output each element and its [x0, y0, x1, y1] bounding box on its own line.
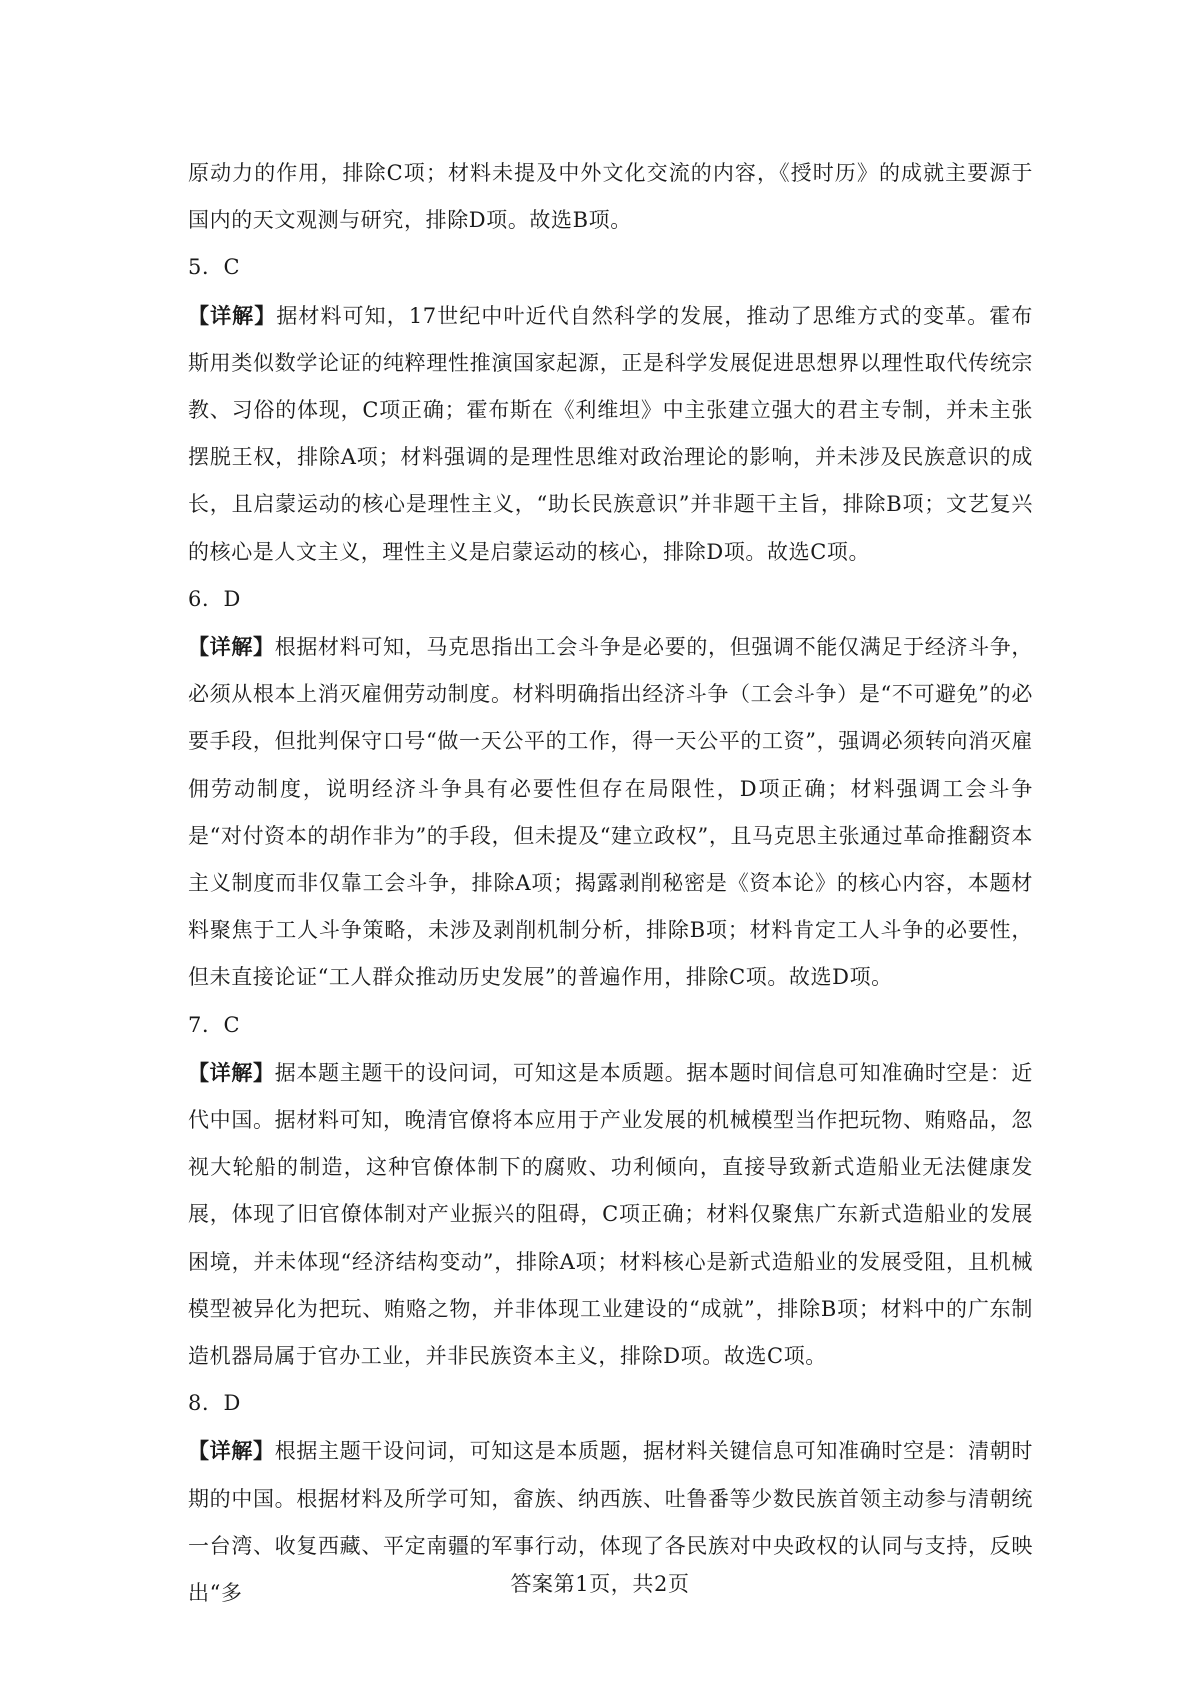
- answer-item-6: [188, 576, 1033, 1002]
- explanation-tag: 【详解】: [188, 1059, 275, 1085]
- answer-number: 6．D: [188, 586, 241, 611]
- page-footer: 答案第1页，共2页: [510, 1572, 690, 1596]
- answer-number: 8．D: [188, 1391, 241, 1416]
- continuation-paragraph: 原动力的作用，排除C项；材料未提及中外文化交流的内容，《授时历》的成就主要源于国内的天文观测与研究，排除D项。故选B项。: [188, 161, 1033, 233]
- explanation-paragraph: [188, 623, 1033, 1002]
- explanation-text: 据材料可知，17世纪中叶近代自然科学的发展，推动了思维方式的变革。霍布斯用类似数学论证的纯粹理性推演国家起源，正是科学发展促进思想界以理性取代传统宗教、习俗的体现，C项正确；霍布斯在《利维坦》中主张建立强大的君主专制，并未主张摆脱王权，排除A项；材料强调的是理性思维对政治理论的影响，并未涉及民族意识的成长，且启蒙运动的核心是理性主义，“助长民族意识”并非题干主旨，排除B项；文艺复兴的核心是人文主义，理性主义是启蒙运动的核心，排除D项。故选C项。: [188, 303, 1034, 564]
- answer-content: [188, 150, 1033, 1617]
- explanation-text: 据本题主题干的设问词，可知这是本质题。据本题时间信息可知准确时空是：近代中国。据材料可知，晚清官僚将本应用于产业发展的机械模型当作把玩物、贿赂品，忽视大轮船的制造，这种官僚体制下的腐败、功利倾向，直接导致新式造船业无法健康发展，体现了旧官僚体制对产业振兴的阻碍，C项正确；材料仅聚焦广东新式造船业的发展困境，并未体现“经济结构变动”，排除A项；材料核心是新式造船业的发展受阻，且机械模型被异化为把玩、贿赂之物，并非体现工业建设的“成就”，排除B项；材料中的广东制造机器局属于官办工业，并非民族资本主义，排除D项。故选C项。: [188, 1060, 1034, 1369]
- explanation-text: 根据材料可知，马克思指出工会斗争是必要的，但强调不能仅满足于经济斗争，必须从根本上消灭雇佣劳动制度。材料明确指出经济斗争（工会斗争）是“不可避免”的必要手段，但批判保守口号“做一天公平的工作，得一天公平的工资”，强调必须转向消灭雇佣劳动制度，说明经济斗争具有必要性但存在局限性，D项正确；材料强调工会斗争是“对付资本的胡作非为”的手段，但未提及“建立政权”，且马克思主张通过革命推翻资本主义制度而非仅靠工会斗争，排除A项；揭露剥削秘密是《资本论》的核心内容，本题材料聚焦于工人斗争策略，未涉及剥削机制分析，排除B项；材料肯定工人斗争的必要性，但未直接论证“工人群众推动历史发展”的普遍作用，排除C项。故选D项。: [188, 635, 1034, 990]
- answer-number: 7．C: [188, 1012, 241, 1037]
- answer-item-5: [188, 244, 1033, 575]
- explanation-paragraph: [188, 1049, 1033, 1380]
- explanation-text: 根据主题干设问词，可知这是本质题，据材料关键信息可知准确时空是：清朝时期的中国。根据材料及所学可知，畲族、纳西族、吐鲁番等少数民族首领主动参与清朝统一台湾、收复西藏、平定南疆的军事行动，体现了各民族对中央政权的认同与支持，反映出“多: [188, 1439, 1034, 1606]
- explanation-paragraph: [188, 292, 1033, 576]
- explanation-tag: 【详解】: [188, 1438, 275, 1464]
- answer-item-7: [188, 1002, 1033, 1381]
- explanation-tag: 【详解】: [188, 634, 275, 660]
- explanation-tag: 【详解】: [188, 302, 277, 328]
- answer-number: 5．C: [188, 255, 241, 280]
